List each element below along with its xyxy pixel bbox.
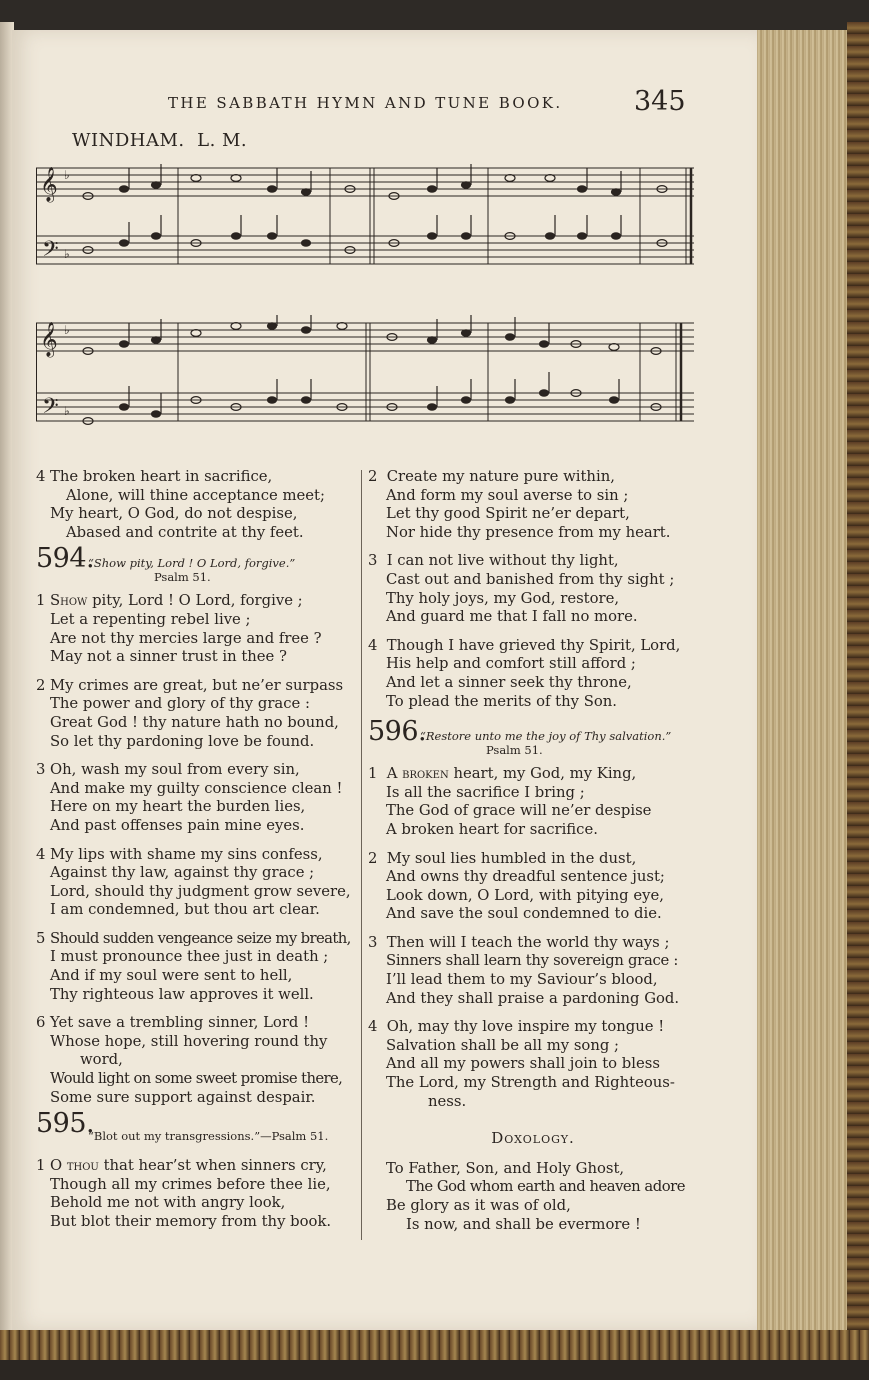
background-top	[0, 0, 869, 30]
left-column	[36, 468, 358, 1242]
verse-line: Look down, O Lord, with pitying eye,	[386, 886, 664, 904]
verse-line: Though all my crimes before thee lie,	[50, 1175, 331, 1193]
tune-meter: L. M.	[197, 130, 248, 151]
svg-text:𝄢: 𝄢	[42, 394, 59, 424]
svg-text:♭: ♭	[64, 247, 70, 261]
verse-line: 4 Though I have grieved thy Spirit, Lord,	[368, 636, 681, 654]
verse-line: Alone, will thine acceptance meet;	[66, 486, 325, 504]
page-number: 345	[634, 86, 686, 117]
hymn-reference: Psalm 51.	[154, 570, 211, 585]
svg-text:𝄞: 𝄞	[40, 322, 58, 357]
stanza	[36, 1157, 358, 1231]
verse-line: And let a sinner seek thy throne,	[386, 673, 632, 691]
verse-line: 4 The broken heart in sacrifice,	[36, 468, 273, 485]
verse-line: Great God ! thy nature hath no bound,	[50, 713, 339, 731]
verse-line: And save the soul condemned to die.	[386, 905, 662, 923]
hymn-number: 594.	[36, 543, 95, 575]
stanza	[368, 468, 698, 542]
verse-line: Abased and contrite at thy feet.	[66, 523, 304, 541]
verse-line: Salvation shall be all my song ;	[386, 1036, 620, 1054]
verse-line: 1 O thou that hear’st when sinners cry,	[36, 1157, 327, 1175]
doxology-title: Doxology.	[491, 1129, 575, 1148]
music-system-2	[36, 315, 694, 440]
stanza	[36, 592, 358, 666]
verse-line: And make my guilty conscience clean !	[50, 779, 343, 797]
verse-line: Be glory as it was of old,	[386, 1197, 571, 1214]
verse-line: 5 Should sudden vengeance seize my breath,	[36, 929, 351, 947]
verse-line: 4 My lips with shame my sins confess,	[36, 845, 323, 863]
verse-line: The Lord, my Strength and Righteous-	[386, 1074, 675, 1092]
background-bottom	[0, 1360, 869, 1380]
hymn-epigraph: “Restore unto me the joy of Thy salvation.”	[420, 729, 672, 744]
verse-line: And guard me that I fall no more.	[386, 608, 638, 626]
verse-line: word,	[80, 1051, 123, 1069]
hymn-number: 596.	[368, 716, 427, 748]
verse-line: I must pronounce thee just in death ;	[50, 948, 329, 966]
verse-line: 2 Create my nature pure within,	[368, 468, 615, 485]
stanza	[36, 761, 358, 835]
verse-line: His help and comfort still afford ;	[386, 655, 636, 673]
verse-line: I am condemned, but thou art clear.	[50, 901, 320, 919]
verse-line: 1 Show pity, Lord ! O Lord, forgive ;	[36, 592, 303, 610]
verse-line: And all my powers shall join to bless	[386, 1055, 660, 1073]
svg-text:♭: ♭	[64, 404, 70, 418]
verse-line: To Father, Son, and Holy Ghost,	[386, 1159, 625, 1177]
stanza	[36, 930, 358, 1004]
verse-line: I’ll lead them to my Saviour’s blood,	[386, 971, 658, 989]
svg-text:𝄢: 𝄢	[42, 237, 59, 267]
page-fore-edge	[757, 30, 847, 1330]
verse-line: Lord, should thy judgment grow severe,	[50, 882, 351, 900]
verse-line: Would light on some sweet promise there,	[50, 1070, 343, 1088]
verse-line: May not a sinner trust in thee ?	[50, 648, 287, 666]
verse-line: Let a repenting rebel live ;	[50, 610, 251, 628]
hymn-596-heading	[368, 716, 698, 761]
verse-line: 2 My crimes are great, but ne’er surpass	[36, 676, 344, 694]
verse-line: The power and glory of thy grace :	[50, 695, 310, 713]
stanza	[36, 1014, 358, 1107]
stanza	[368, 850, 698, 924]
running-title: THE SABBATH HYMN AND TUNE BOOK.	[168, 94, 563, 112]
right-column	[368, 468, 698, 1244]
verse-line: Nor hide thy presence from my heart.	[386, 523, 671, 541]
verse-line: ness.	[428, 1092, 467, 1110]
verse-line: And past offenses pain mine eyes.	[50, 816, 305, 834]
stanza	[368, 552, 698, 626]
stanza	[368, 765, 698, 839]
verse-line: Thy holy joys, my God, restore,	[386, 589, 620, 607]
verse-line: A broken heart for sacrifice.	[386, 820, 598, 838]
stanza	[36, 846, 358, 920]
verse-line: 3 Oh, wash my soul from every sin,	[36, 761, 300, 779]
svg-text:♭: ♭	[64, 168, 70, 182]
hymn-number: 595.	[36, 1108, 95, 1140]
verse-line: Is now, and shall be evermore !	[406, 1215, 641, 1233]
tune-name: WINDHAM.	[72, 130, 185, 151]
verse-line: 3 I can not live without thy light,	[368, 552, 619, 570]
stanza	[368, 637, 698, 711]
verse-line: And owns thy dreadful sentence just;	[386, 868, 665, 886]
verse-line: Are not thy mercies large and free ?	[50, 629, 322, 647]
verse-line: Against thy law, against thy grace ;	[50, 864, 315, 882]
verse-line: Let thy good Spirit ne’er depart,	[386, 505, 630, 523]
verse-line: 1 A broken heart, my God, my King,	[368, 765, 637, 783]
verse-line: And if my soul were sent to hell,	[50, 967, 293, 985]
column-divider	[361, 470, 362, 1240]
hymn-epigraph: “Blot out my transgressions.”—Psalm 51.	[88, 1129, 329, 1144]
stanza	[36, 677, 358, 751]
verse-line: So let thy pardoning love be found.	[50, 732, 315, 750]
verse-line: Cast out and banished from thy sight ;	[386, 570, 675, 588]
book-cover-edge-bottom	[0, 1330, 869, 1360]
verse-line: 4 Oh, may thy love inspire my tongue !	[368, 1018, 665, 1036]
book-cover-edge-right	[847, 22, 869, 1362]
hymn-epigraph: “Show pity, Lord ! O Lord, forgive.”	[88, 556, 296, 571]
verse-line: My heart, O God, do not despise,	[50, 505, 298, 523]
verse-line: The God whom earth and heaven adore	[406, 1178, 685, 1196]
stanza-number: 4	[36, 468, 46, 485]
verse-line: 3 Then will I teach the world thy ways ;	[368, 933, 670, 951]
tune-heading	[72, 130, 247, 151]
hymn-594-heading	[36, 543, 358, 588]
verse-line: Behold me not with angry look,	[50, 1194, 286, 1212]
doxology	[368, 1160, 698, 1234]
stanza	[368, 934, 698, 1008]
svg-text:𝄞: 𝄞	[40, 167, 58, 202]
verse-line: But blot their memory from thy book.	[50, 1213, 332, 1230]
svg-text:♭: ♭	[64, 323, 70, 337]
verse-line: Some sure support against despair.	[50, 1088, 316, 1106]
verse-line: 6 Yet save a trembling sinner, Lord !	[36, 1014, 310, 1032]
verse-line: To plead the merits of thy Son.	[386, 692, 617, 710]
stanza	[368, 1018, 698, 1111]
verse-line: And form my soul averse to sin ;	[386, 486, 629, 504]
verse-line: Thy righteous law approves it well.	[50, 985, 314, 1003]
verse-line: Is all the sacrifice I bring ;	[386, 783, 585, 801]
verse-line: Whose hope, still hovering round thy	[50, 1032, 328, 1050]
verse-line: And they shall praise a pardoning God.	[386, 989, 680, 1007]
hymn-595-heading	[36, 1108, 358, 1153]
verse-line: Here on my heart the burden lies,	[50, 798, 306, 816]
music-system-1	[36, 160, 694, 280]
verse-line: 2 My soul lies humbled in the dust,	[368, 849, 637, 867]
verse-line: The God of grace will ne’er despise	[386, 802, 652, 820]
stanza	[36, 468, 358, 542]
verse-line: Sinners shall learn thy sovereign grace :	[386, 952, 679, 970]
hymn-reference: Psalm 51.	[486, 743, 543, 758]
